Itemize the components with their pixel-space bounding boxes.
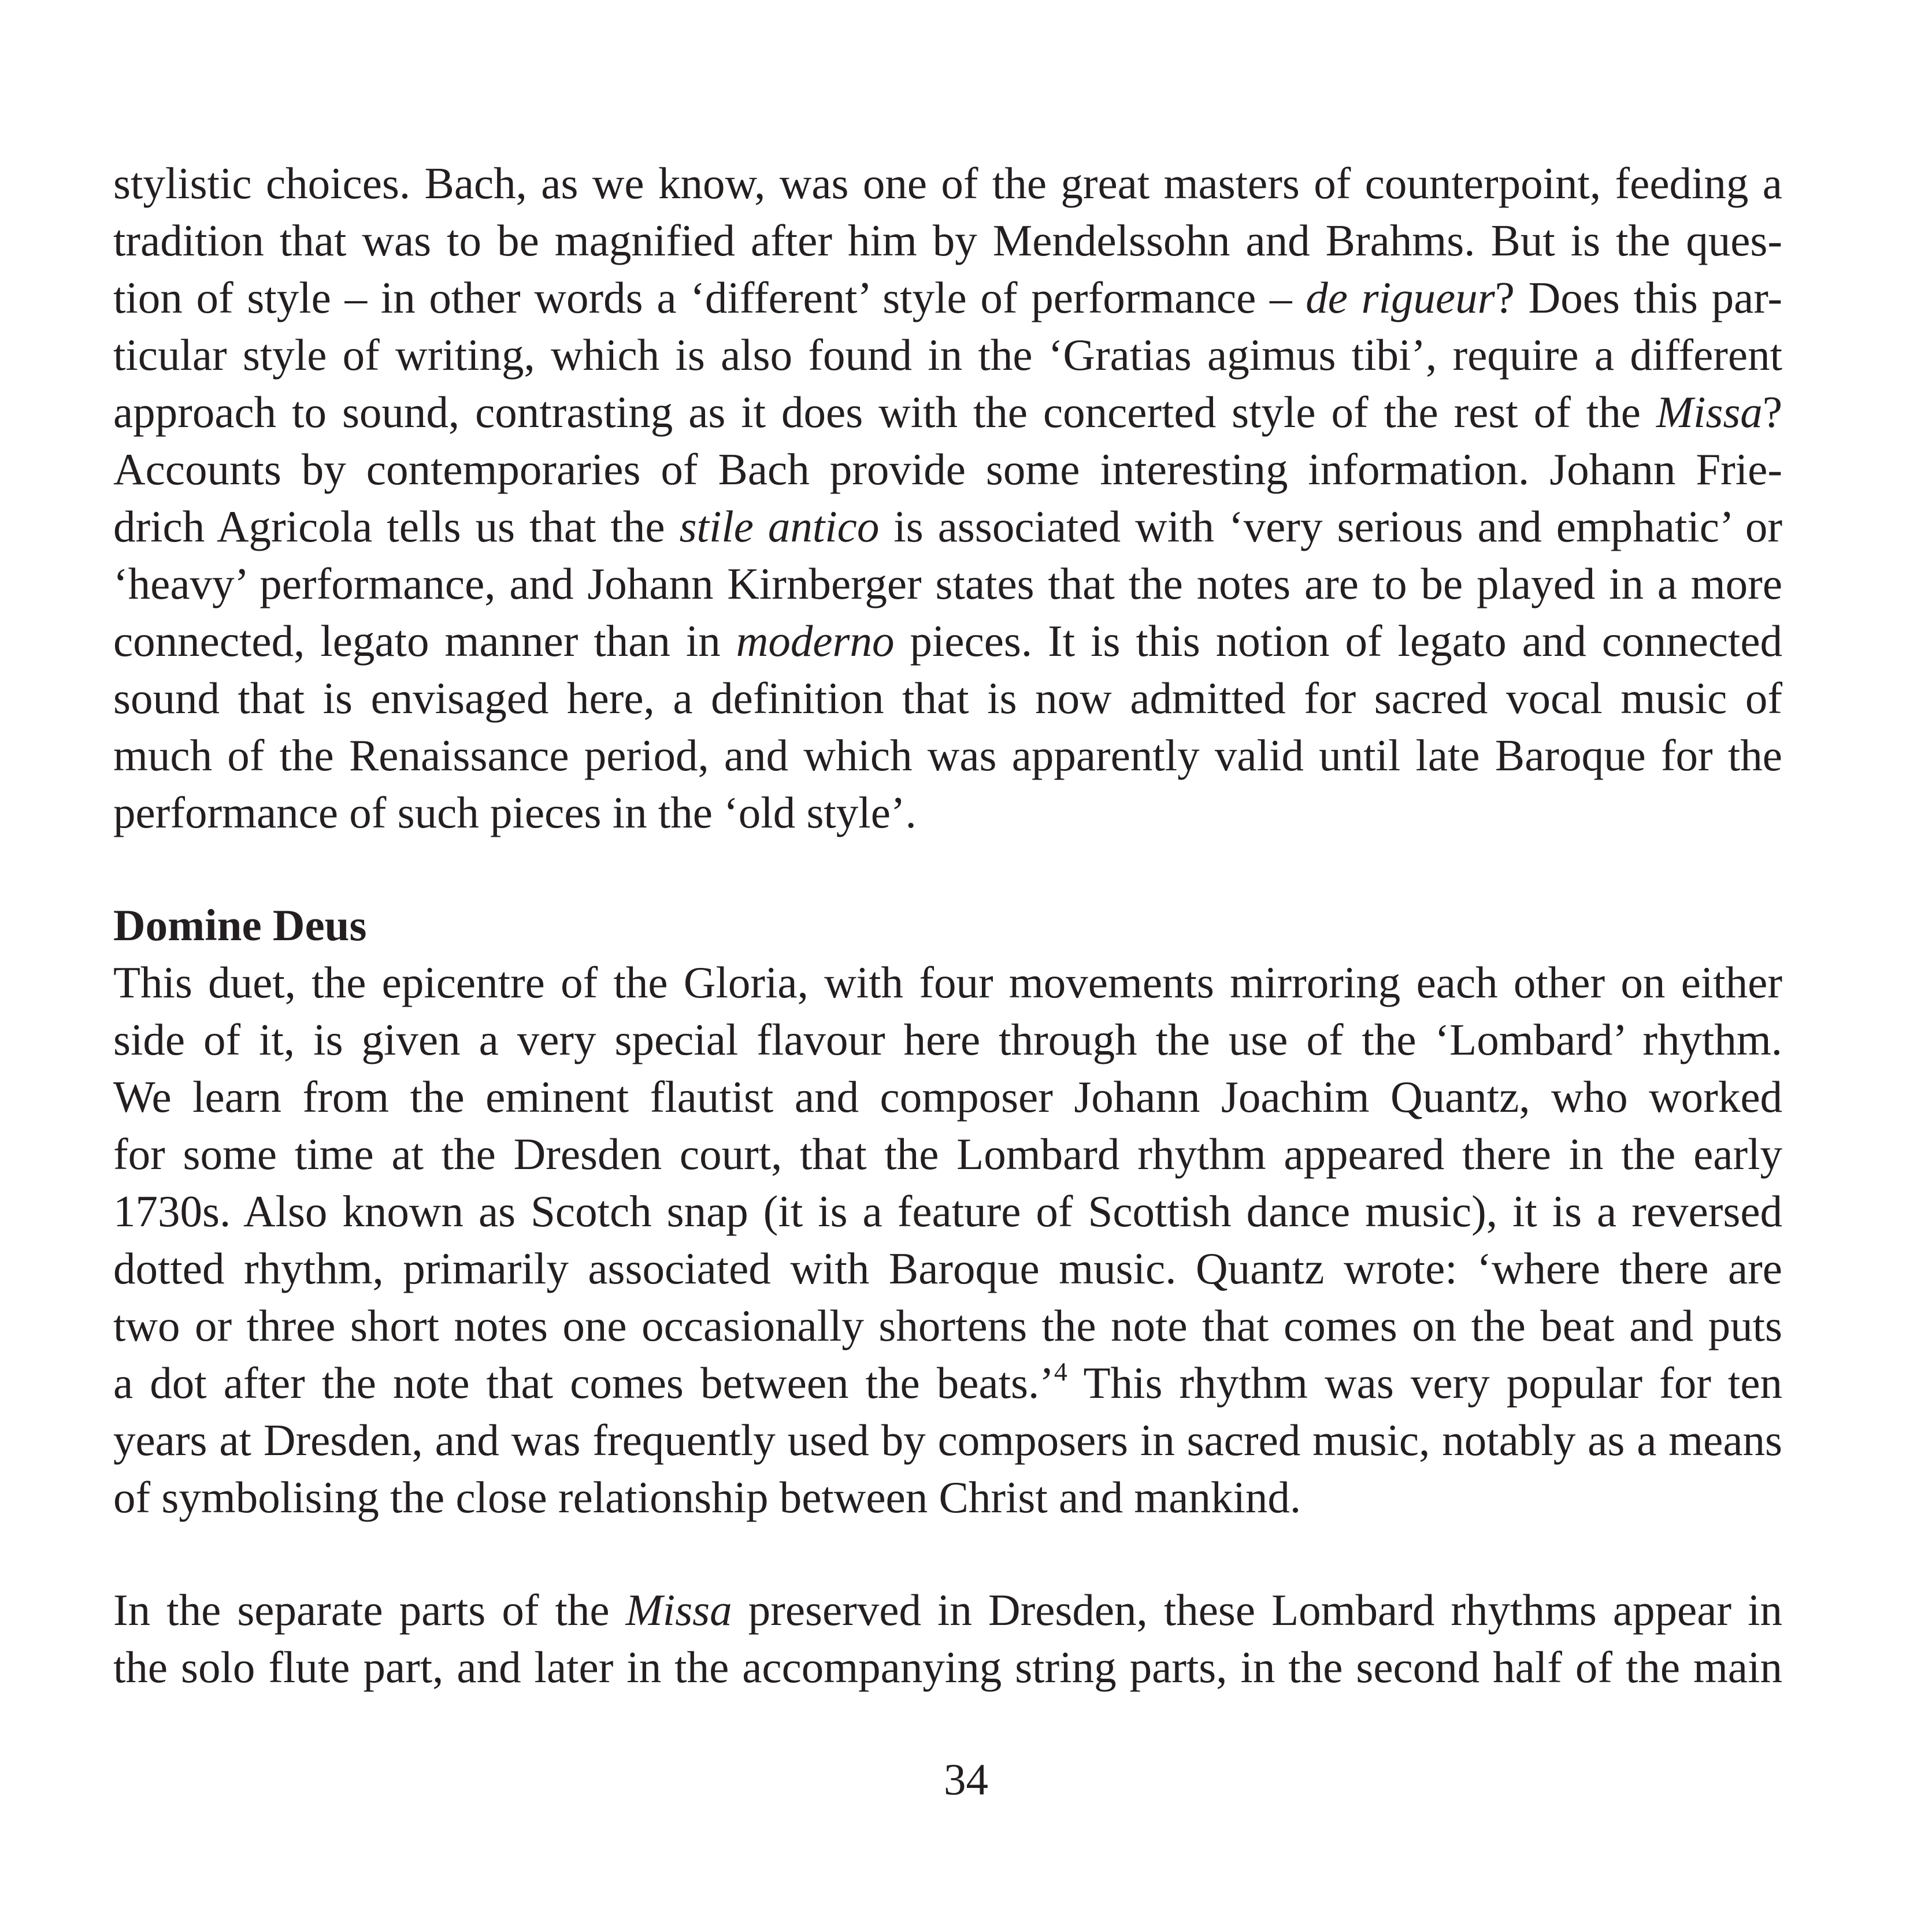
text-line: 1730s. Also known as Scotch snap (it is a feature of Scottish dance music), it is a reversed	[113, 1186, 1782, 1236]
text-line: a dot after the note that comes between the beats.’$^4$ This rhythm was very popular for ten	[113, 1357, 1782, 1408]
text-line: the solo flute part, and later in the accompanying string parts, in the second half of the main	[113, 1642, 1782, 1692]
text-line: years at Dresden, and was frequently used by composers in sacred music, notably as a means	[113, 1415, 1782, 1465]
text-line: much of the Renaissance period, and which was apparently valid until late Baroque for the	[113, 730, 1782, 780]
paragraph-spacer	[113, 1526, 1782, 1582]
text-line: sound that is envisaged here, a definition that is now admitted for sacred vocal music of	[113, 673, 1782, 723]
text-line: drich Agricola tells us that the stile antico is associated with ‘very serious and emphatic’ or	[113, 502, 1782, 551]
text-line: This duet, the epicentre of the Gloria, with four movements mirroring each other on either	[113, 958, 1782, 1007]
text-line: tion of style – in other words a ‘different’ style of performance – de rigueur? Does this par-	[113, 273, 1782, 322]
italic-term: moderno	[736, 616, 895, 666]
text-line: tradition that was to be magnified after him by Mendelssohn and Brahms. But is the ques-	[113, 216, 1782, 265]
text-line: side of it, is given a very special flavour here through the use of the ‘Lombard’ rhythm.	[113, 1015, 1782, 1064]
text-line: We learn from the eminent flautist and composer Johann Joachim Quantz, who worked	[113, 1072, 1782, 1122]
text-line: for some time at the Dresden court, that the Lombard rhythm appeared there in the early	[113, 1129, 1782, 1179]
text-line: two or three short notes one occasionally shortens the note that comes on the beat and puts	[113, 1301, 1782, 1350]
text-line: approach to sound, contrasting as it does with the concerted style of the rest of the Missa?	[113, 387, 1782, 437]
page-number: 34	[944, 1754, 988, 1804]
paragraph-dresden-parts	[113, 1582, 1782, 1696]
paragraph-stile-antico	[113, 155, 1782, 841]
text-line: dotted rhythm, primarily associated with Baroque music. Quantz wrote: ‘where there are	[113, 1244, 1782, 1293]
footnote-reference: 4	[1054, 1357, 1067, 1386]
text-line: connected, legato manner than in moderno pieces. It is this notion of legato and connected	[113, 616, 1782, 666]
text-line: ‘heavy’ performance, and Johann Kirnberger states that the notes are to be played in a more	[113, 559, 1782, 608]
paragraph-lombard-rhythm	[113, 954, 1782, 1526]
italic-term: de rigueur	[1306, 273, 1495, 322]
italic-term: stile antico	[679, 502, 880, 551]
italic-term: Missa	[625, 1585, 732, 1635]
text-line: Accounts by contemporaries of Bach provide some interesting information. Johann Frie-	[113, 444, 1782, 494]
text-line: stylistic choices. Bach, as we know, was one of the great masters of counterpoint, feeding a	[113, 158, 1782, 208]
text-line: performance of such pieces in the ‘old style’.	[113, 788, 917, 837]
italic-term: Missa	[1656, 387, 1763, 437]
text-line: of symbolising the close relationship between Christ and mankind.	[113, 1472, 1301, 1522]
section-heading: Domine Deus	[113, 900, 367, 950]
page-body	[113, 155, 1782, 1696]
text-line: In the separate parts of the Missa preserved in Dresden, these Lombard rhythms appear in	[113, 1585, 1782, 1635]
text-line: ticular style of writing, which is also found in the ‘Gratias agimus tibi’, require a different	[113, 330, 1782, 380]
